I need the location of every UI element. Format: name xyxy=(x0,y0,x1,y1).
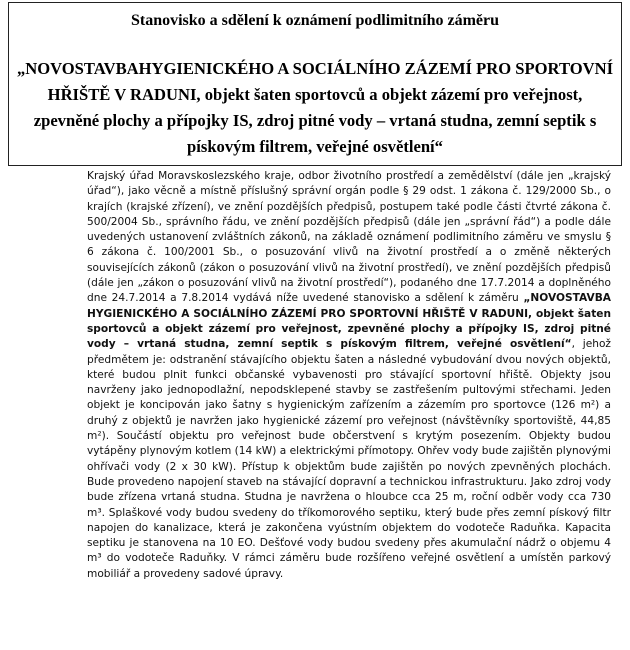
intro-text: Krajský úřad Moravskoslezského kraje, odbor životního prostředí a zemědělství (dále jen „krajský úřad“), jako věcně a místně příslušný správní orgán podle § 29 odst. 1 zákona č. 129/2000 Sb., o krajích (krajské zřízení), ve znění pozdějších předpisů, postupem také podle části čtvrté zákona č. 500/2004 Sb., správního řádu, ve znění pozdějších předpisů (dále jen „správní řád“) a podle dále uvedených ustanovení zvláštních zákonů, na základě oznámení podlimitního záměru ve smyslu § 6 zákona č. 100/2001 Sb., o posuzování vlivů na životní prostředí a o změně některých souvisejících zákonů (zákon o posuzování vlivů na životní prostředí), ve znění pozdějších předpisů (dále jen „zákon o posuzování vlivů na životní prostředí“), podaného dne 17.7.2014 a doplněného dne 24.7.2014 a 7.8.2014 vydává níže uvedené stanovisko a sdělení k záměru xyxy=(87,170,611,305)
project-description: , jehož předmětem je: odstranění stávajícího objektu šaten a následné vybudování dvou nových objektů, které budou plnit funkci občanské vybavenosti pro stávající sportovní hřiště. Objekty jsou navrženy jako jednopodlažní, nepodsklepené stavby se zastřešením pultovými střechami. Jeden objekt je koncipován jako šatny s hygienickým zařízením a zázemím pro sportovce (126 m²) a druhý z objektů je navržen jako hygienické zázemí pro veřejnost (návštěvníky sportoviště, 44,85 m²). Součástí objektu pro veřejnost bude občerstvení s krytým posezením. Objekty budou vytápěny plynovým kotlem (14 kW) a elektrickými přímotopy. Ohřev vody bude zajištěn plynovými ohřívači vody (2 x 30 kW). Přístup k objektům bude zajištěn po nových zpevněných plochách. Bude provedeno napojení staveb na stávající dopravní a technickou infrastrukturu. Jako zdroj vody bude zřízena vrtaná studna. Studna je navržena o hloubce cca 25 m, roční odběr vody cca 730 m³. Splaškové vody budou svedeny do tříkomorového septiku, který bude přes zemní pískový filtr napojen do kanalizace, která je zakončena vyústním objektem do vodoteče Raduňka. Kapacita septiku je stanovena na 10 EO. Dešťové vody budou svedeny přes akumulační nádrž o objemu 4 m³ do vodoteče Raduňky. V rámci záměru bude rozšířeno veřejné osvětlení a umístěn parkový mobiliář a provedeny sadové úpravy. xyxy=(87,338,611,580)
title-box xyxy=(8,2,622,166)
project-name-heading: „NOVOSTAVBAHYGIENICKÉHO A SOCIÁLNÍHO ZÁZEMÍ PRO SPORTOVNÍ HŘIŠTĚ V RADUNI, objekt šaten sportovců a objekt zázemí pro veřejnost, zpevněné plochy a přípojky IS, zdroj pitné vody – vrtaná studna, zemní septik s pískovým filtrem, veřejné osvětlení“ xyxy=(16,59,614,156)
body-paragraph xyxy=(87,169,611,582)
document-title: Stanovisko a sdělení k oznámení podlimitního záměru xyxy=(130,12,500,29)
project-name-inline: „NOVOSTAVBA HYGIENICKÉHO A SOCIÁLNÍHO ZÁZEMÍ PRO SPORTOVNÍ HŘIŠTĚ V RADUNI, objekt šaten sportovců a objekt zázemí pro veřejnost, zpevněné plochy a přípojky IS, zdroj pitné vody – vrtaná studna, zemní septik s pískovým filtrem, veřejné osvětlení“ xyxy=(87,292,611,351)
